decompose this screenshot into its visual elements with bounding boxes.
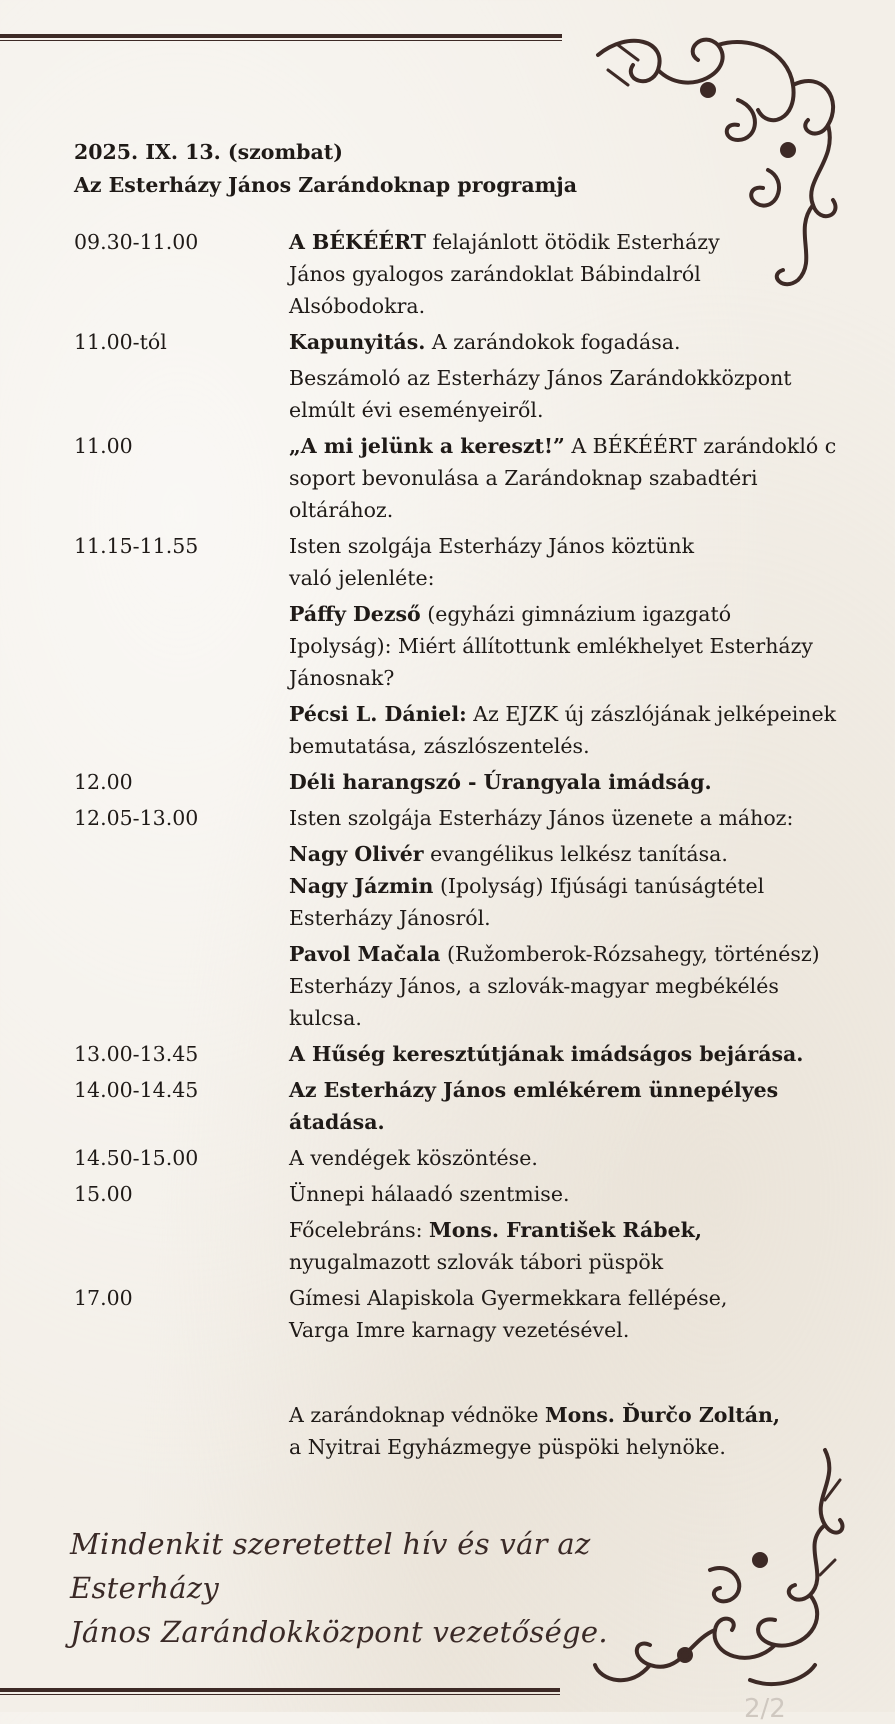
program-row — [74, 1038, 874, 1070]
program-time: 13.00-13.45 — [74, 1042, 199, 1066]
program-time: 12.05-13.00 — [74, 806, 199, 830]
program-row — [74, 530, 874, 762]
page-number: 2/2 — [744, 1694, 786, 1724]
program-description: Déli harangszó - Úrangyala imádság. — [289, 770, 712, 794]
program-time: 11.00 — [74, 434, 133, 458]
program-title: Az Esterházy János Zarándoknap programja — [74, 173, 578, 197]
bottom-rule — [0, 1688, 560, 1692]
program-row — [74, 430, 874, 526]
program-time: 11.15-11.55 — [74, 534, 199, 558]
program-time: 14.50-15.00 — [74, 1146, 199, 1170]
program-row — [74, 1074, 874, 1138]
patron-note: A zarándoknap védnöke Mons. Ďurčo Zoltán, a Nyitrai Egyházmegye püspöki helynöke. — [289, 1403, 781, 1459]
program-description: „A mi jelünk a kereszt!” A BÉKÉÉRT zarándokló c soport bevonulása a Zarándoknap szabadtéri oltárához. — [289, 434, 837, 522]
top-rule — [0, 34, 562, 38]
program-description: Isten szolgája Esterházy János köztünk való jelenléte: Páffy Dezső (egyházi gimnázium igazgató Ipolyság): Miért állítottunk emlékhelyet Esterházy Jánosnak? Pécsi L. Dániel: Az EJZK új zászlójának jelképeinek bemutatása, zászlószentelés. — [289, 534, 837, 758]
program-row — [74, 766, 874, 798]
program-row — [74, 1178, 874, 1278]
program-row — [74, 1142, 874, 1174]
closing-invitation — [70, 1522, 630, 1654]
program-row — [74, 326, 874, 426]
program-row — [74, 802, 874, 1034]
program-row — [74, 1282, 874, 1346]
program-description: Kapunyitás. A zarándokok fogadása. Beszámoló az Esterházy János Zarándokközpont elmúlt évi eseményeiről. — [289, 330, 792, 422]
event-date: 2025. IX. 13. (szombat) — [74, 140, 343, 164]
program-heading — [74, 136, 577, 202]
closing-line: Mindenkit szeretettel hív és vár az Esterházy — [70, 1527, 591, 1605]
program-time: 14.00-14.45 — [74, 1078, 199, 1102]
program-description: A BÉKÉÉRT felajánlott ötödik Esterházy János gyalogos zarándoklat Bábindalról Alsóbodokra. — [289, 230, 720, 318]
closing-line: János Zarándokközpont vezetősége. — [70, 1615, 608, 1649]
program-time: 15.00 — [74, 1182, 133, 1206]
program-description: A vendégek köszöntése. — [289, 1146, 538, 1170]
program-time: 17.00 — [74, 1286, 133, 1310]
program-time: 11.00-tól — [74, 330, 167, 354]
program-description: Ünnepi hálaadó szentmise. Főcelebráns: Mons. František Rábek, nyugalmazott szlovák tábori püspök — [289, 1182, 703, 1274]
program-list — [74, 226, 874, 1350]
program-time: 09.30-11.00 — [74, 230, 199, 254]
program-description: Az Esterházy János emlékérem ünnepélyes átadása. — [289, 1078, 779, 1134]
program-time: 12.00 — [74, 770, 133, 794]
program-description: A Hűség keresztútjának imádságos bejárása. — [289, 1042, 804, 1066]
program-description: Isten szolgája Esterházy János üzenete a mához: Nagy Olivér evangélikus lelkész tanítása. Nagy Jázmin (Ipolyság) Ifjúsági tanúságtétel Esterházy Jánosról. Pavol Mačala (Ružomberok-Rózsahegy, történész) Esterházy János, a szlovák-magyar megbékélés kulcsa. — [289, 806, 820, 1030]
program-row — [74, 226, 874, 322]
program-description: Gímesi Alapiskola Gyermekkara fellépése, Varga Imre karnagy vezetésével. — [289, 1286, 728, 1342]
corner-ornament-bottom-right-icon — [590, 1440, 852, 1702]
